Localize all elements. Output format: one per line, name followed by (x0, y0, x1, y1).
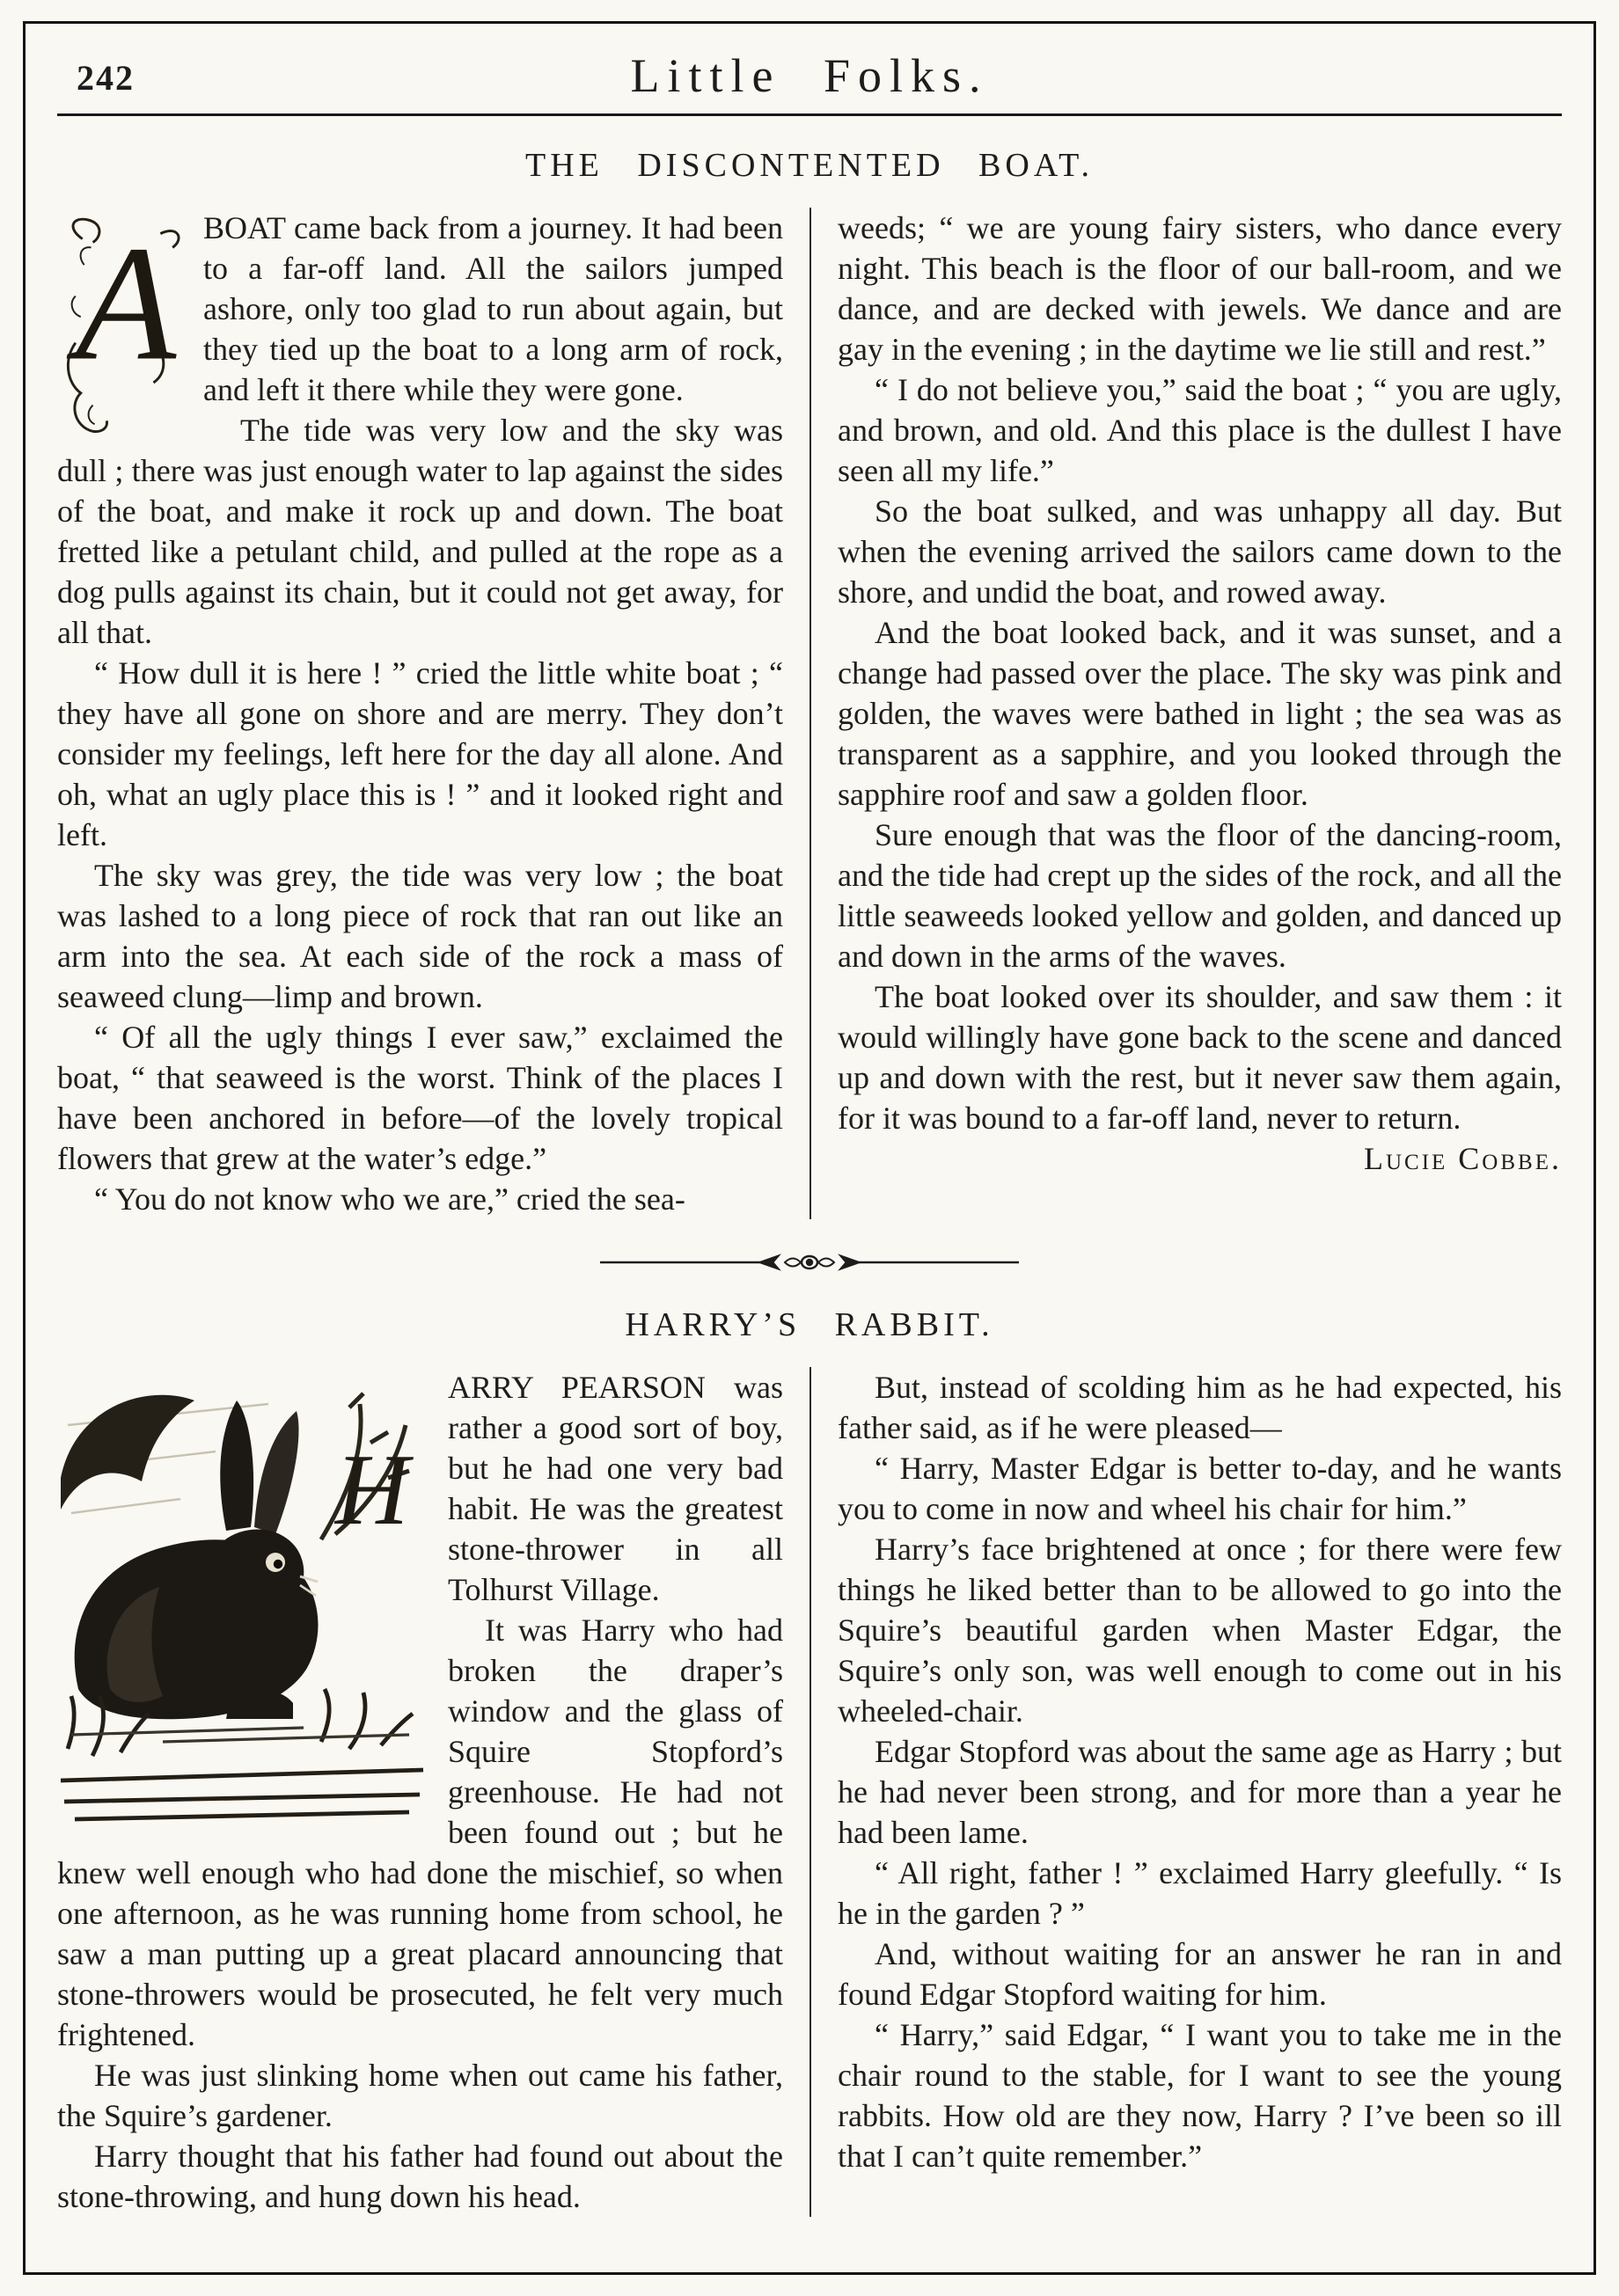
paragraph: And the boat looked back, and it was sunset, and a change had passed over the place. The sky was pink and golden, the waves were bathed in light ; the sea was as transparent as a sapphire, and you looked through the sapphire roof and saw a golden floor. (838, 615, 1562, 812)
story2-columns (57, 1367, 1562, 2217)
paragraph: “ Harry,” said Edgar, “ I want you to take me in the chair round to the stable, for I want to see the young rabbits. How old are they now, Harry ? I’ve been so ill that I can’t quite remember.” (838, 2017, 1562, 2174)
paragraph: He was just slinking home when out came his father, the Squire’s gardener. (57, 2058, 783, 2133)
paragraph: “ Of all the ugly things I ever saw,” exclaimed the boat, “ that seaweed is the worst. Think of the places I have been anchored in before—of the lovely tropical flowers that grew at the water’s edge.” (57, 1020, 783, 1176)
ornate-initial-a-icon (57, 213, 189, 440)
paragraph: weeds; “ we are young fairy sisters, who dance every night. This beach is the floor of our ball-room, and we dance, and are decked with jewels. We dance and are gay in the evening ; in the daytime we lie still and rest.” (838, 210, 1562, 367)
paragraph: But, instead of scolding him as he had expected, his father said, as if he were pleased— (838, 1370, 1562, 1445)
paragraph-text: BOAT came back from a journey. It had been to a far-off land. All the sailors jumped ashore, only too glad to run about again, but they tied up the boat to a long arm of rock, and left it there while they were gone. (203, 210, 783, 407)
paragraph (838, 976, 1562, 1176)
story1-title: THE DISCONTENTED BOAT. (525, 147, 1094, 184)
paragraph: “ You do not know who we are,” cried the sea- (94, 1181, 685, 1217)
header-rule (57, 113, 1562, 116)
paragraph-text: The boat looked over its shoulder, and saw them : it would willingly have gone back to the scene and danced up and down with the rest, but it never saw them again, for it was bound to a far-off land, never to return. (838, 979, 1562, 1136)
rabbit-engraving-icon (57, 1372, 427, 1830)
divider-flourish-icon (598, 1249, 1021, 1276)
paragraph: Harry thought that his father had found out about the stone-throwing, and hung down his head. (57, 2139, 783, 2214)
magazine-page (26, 24, 1593, 2272)
paragraph (57, 208, 783, 410)
story2-right-column (810, 1367, 1562, 2217)
story-discontented-boat (57, 146, 1562, 1219)
story1-columns (57, 208, 1562, 1219)
paragraph: And, without waiting for an answer he ran in and found Edgar Stopford waiting for him. (838, 1936, 1562, 2012)
paragraph: The sky was grey, the tide was very low ; the boat was lashed to a long piece of rock that ran out like an arm into the sea. At each side of the rock a mass of seaweed clung—limp and brown. (57, 858, 783, 1014)
drop-cap-letter: A (75, 213, 177, 395)
paragraph: Sure enough that was the floor of the dancing-room, and the tide had crept up the sides of the rock, and all the little seaweeds looked yellow and golden, and danced up and down in the arms of the waves. (838, 817, 1562, 974)
page-header (57, 47, 1562, 105)
paragraph: “ How dull it is here ! ” cried the little white boat ; “ they have all gone on shore and are merry. They don’t consider my feelings, left here for the day all alone. And oh, what an ugly place this is ! ” and it looked right and left. (57, 655, 783, 852)
paragraph: Edgar Stopford was about the same age as Harry ; but he had never been strong, and for more than a year he had been lame. (838, 1734, 1562, 1850)
story-harrys-rabbit (57, 1305, 1562, 2217)
paragraph: “ Harry, Master Edgar is better to-day, and he wants you to come in now and wheel his chair for him.” (838, 1451, 1562, 1526)
paragraph: It was Harry who had broken the draper’s window and the glass of Squire Stopford’s greenhouse. He had not been found out ; but he knew well enough who had done the mischief, so when one afternoon, as he was running home from school, he saw a man putting up a great placard announcing that stone-throwers would be prosecuted, he felt very much frightened. (57, 1612, 783, 2052)
story2-initial-letter: H (335, 1434, 409, 1547)
drop-cap-ornament (57, 213, 189, 440)
paragraph: Harry’s face brightened at once ; for there were few things he liked better than to be allowed to go into the Squire’s beautiful garden when Master Edgar, the Squire’s only son, was well enough to come out in his wheeled-chair. (838, 1532, 1562, 1729)
paragraph: So the boat sulked, and was unhappy all day. But when the evening arrived the sailors came down to the shore, and undid the boat, and rowed away. (838, 494, 1562, 610)
masthead-title: Little Folks. (630, 49, 989, 102)
paragraph: “ I do not believe you,” said the boat ; “ you are ugly, and brown, and old. And this place is the dullest I have seen all my life.” (838, 372, 1562, 488)
paragraph: The tide was very low and the sky was dull ; there was just enough water to lap against the sides of the boat, and make it rock up and down. The boat fretted like a petulant child, and pulled at the rope as a dog pulls against its chain, but it could not get away, for all that. (57, 413, 783, 650)
story2-title: HARRY’S RABBIT. (625, 1306, 994, 1343)
author-byline: Lucie Cobbe. (1363, 1141, 1562, 1176)
story2-left-column (57, 1367, 810, 2217)
rabbit-illustration (57, 1372, 427, 1830)
story1-right-column (810, 208, 1562, 1219)
paragraph: ARRY PEARSON was rather a good sort of boy, but he had one very bad habit. He was the greatest stone-thrower in all Tolhurst Village. (448, 1370, 783, 1607)
paragraph: “ All right, father ! ” exclaimed Harry gleefully. “ Is he in the garden ? ” (838, 1855, 1562, 1931)
story1-left-column (57, 208, 810, 1219)
page-number: 242 (77, 58, 135, 98)
section-divider-ornament (598, 1249, 1021, 1276)
